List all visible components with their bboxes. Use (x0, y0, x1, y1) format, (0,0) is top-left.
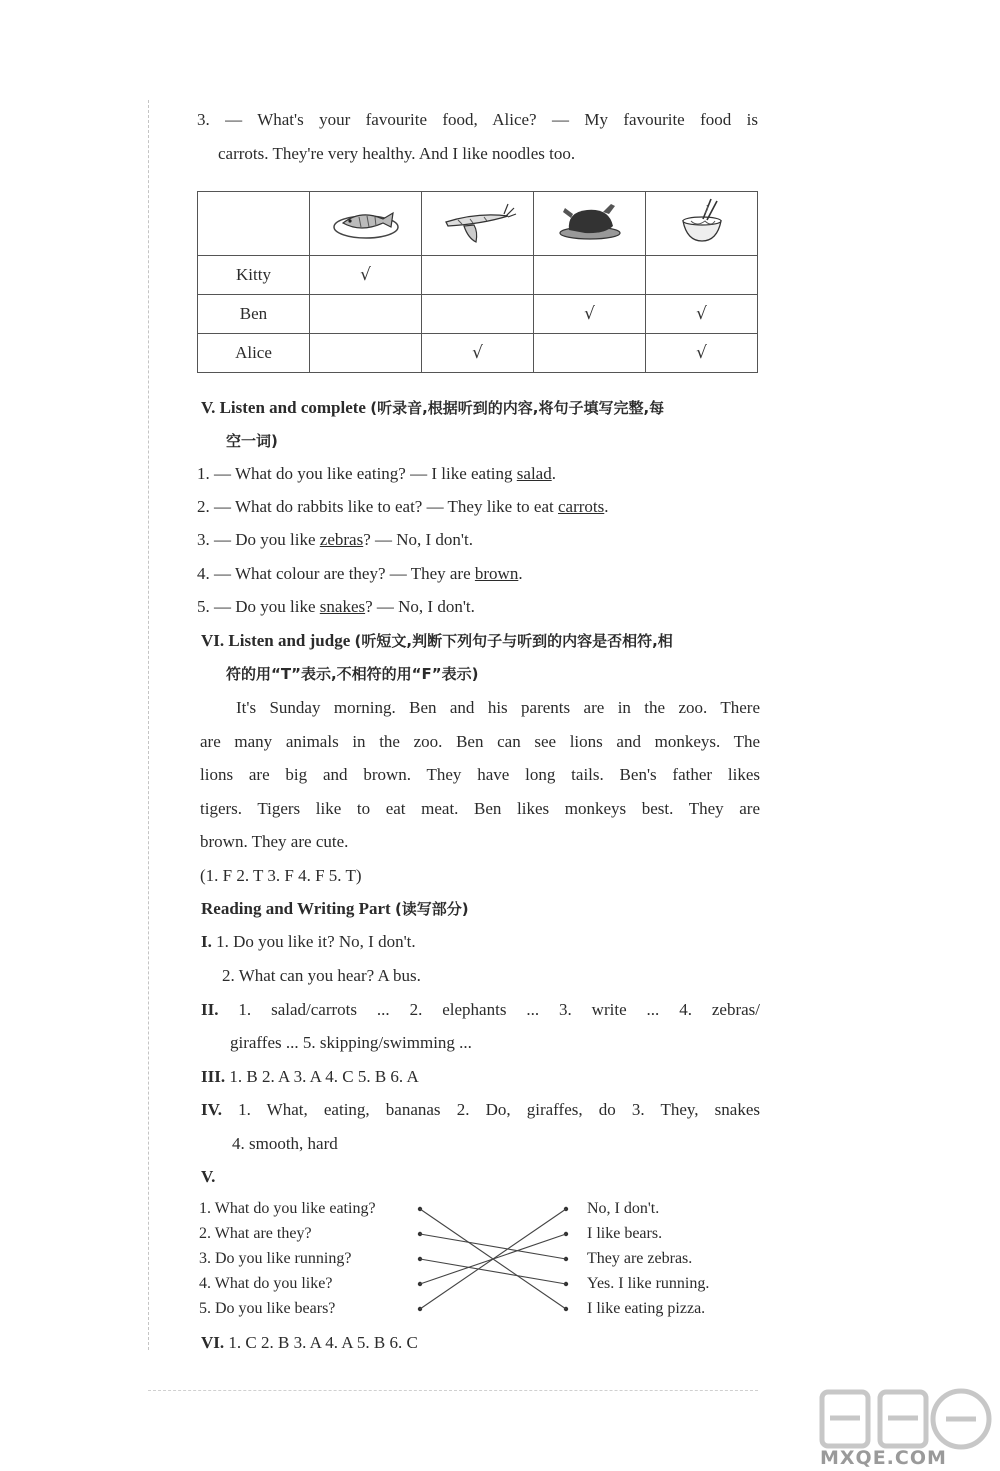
passage-line: brown. They are cute. (200, 832, 349, 851)
rw-IV-label: IV. (201, 1100, 222, 1119)
rw-II-text: 1. salad/carrots ... 2. elephants ... 3. write ... 4. zebras/ (238, 1000, 761, 1019)
passage-line: lions are big and brown. They have long tails. Ben's father likes (200, 765, 760, 784)
item-text: 1. — What do you like eating? — I like eating (197, 464, 517, 483)
item-text-end: . (518, 564, 523, 583)
section-6-instruction-cont: 符的用“T”表示,不相符的用“F”表示) (226, 665, 479, 683)
bottom-divider (148, 1390, 758, 1391)
rw-I-text: 1. Do you like it? No, I don't. (216, 932, 416, 951)
watermark-text: MXQE.COM (820, 1447, 947, 1469)
rw-IV-line-2: 4. smooth, hard (232, 1134, 338, 1153)
match-answer: Yes. I like running. (587, 1275, 710, 1292)
item-text: 5. — Do you like (197, 597, 320, 616)
section-5-title: V. Listen and complete (201, 398, 366, 417)
section-6-answers: (1. F 2. T 3. F 4. F 5. T) (200, 866, 362, 885)
rw-III-text: 1. B 2. A 3. A 4. C 5. B 6. A (229, 1067, 419, 1086)
rw-VI-text: 1. C 2. B 3. A 4. A 5. B 6. C (228, 1333, 418, 1352)
match-answer: I like eating pizza. (587, 1300, 706, 1317)
rw-title-cn: (读写部分) (394, 900, 469, 918)
rw-IV-text: 1. What, eating, bananas 2. Do, giraffes, do 3. They, snakes (238, 1100, 760, 1119)
section-5-instruction-cont: 空一词) (226, 432, 278, 450)
rw-II-label: II. (201, 1000, 219, 1019)
rw-I-line-2: 2. What can you hear? A bus. (222, 966, 421, 985)
rw-title: Reading and Writing Part (201, 899, 391, 918)
rw-II-line-2: giraffes ... 5. skipping/swimming ... (230, 1033, 472, 1052)
rw-VI-line (201, 1331, 418, 1355)
table-cell: √ (646, 295, 758, 334)
match-question: 3. Do you like running? (199, 1250, 352, 1267)
item-text: 4. — What colour are they? — They are (197, 564, 475, 583)
row-name: Kitty (198, 256, 310, 295)
item-answer: snakes (319, 597, 366, 616)
table-cell: √ (422, 334, 534, 373)
match-question: 5. Do you like bears? (199, 1300, 336, 1317)
section-6-title: VI. Listen and judge (201, 631, 351, 650)
rw-I-label: I. (201, 932, 212, 951)
row-name: Ben (198, 295, 310, 334)
q3-line-2: carrots. They're very healthy. And I like noodles too. (218, 144, 576, 163)
q3-line-1: 3. — What's your favourite food, Alice? — My favourite food is (197, 110, 758, 129)
passage-line: tigers. Tigers like to eat meat. Ben likes monkeys best. They are (200, 799, 760, 818)
match-question: 4. What do you like? (199, 1275, 333, 1292)
item-text-end: . (551, 464, 556, 483)
row-name: Alice (198, 334, 310, 373)
rw-III-label: III. (201, 1067, 226, 1086)
passage-line: are many animals in the zoo. Ben can see lions and monkeys. The (200, 732, 760, 751)
match-line (420, 1234, 566, 1259)
match-answer: No, I don't. (587, 1200, 660, 1217)
item-text-end: ? — No, I don't. (365, 597, 475, 616)
item-text: 3. — Do you like (197, 530, 320, 549)
match-answer: I like bears. (587, 1225, 663, 1242)
passage-line: It's Sunday morning. Ben and his parents are in the zoo. There (236, 698, 760, 717)
item-answer: salad (516, 464, 552, 483)
match-line (420, 1259, 566, 1284)
section-6-instruction: (听短文,判断下列句子与听到的内容是否相符,相 (354, 632, 673, 650)
table-cell: √ (646, 334, 758, 373)
rw-V-label: V. (201, 1167, 216, 1186)
table-cell: √ (310, 256, 422, 295)
item-text-end: . (604, 497, 609, 516)
table-cell: √ (534, 295, 646, 334)
match-answer: They are zebras. (587, 1250, 693, 1267)
item-answer: zebras (319, 530, 364, 549)
item-answer: carrots (558, 497, 605, 516)
item-answer: brown (474, 564, 519, 583)
item-text-end: ? — No, I don't. (363, 530, 473, 549)
item-text: 2. — What do rabbits like to eat? — They like to eat (197, 497, 559, 516)
match-question: 1. What do you like eating? (199, 1200, 376, 1217)
rw-VI-label: VI. (201, 1333, 225, 1352)
section-5-instruction: (听录音,根据听到的内容,将句子填写完整,每 (370, 399, 665, 417)
match-question: 2. What are they? (199, 1225, 312, 1242)
